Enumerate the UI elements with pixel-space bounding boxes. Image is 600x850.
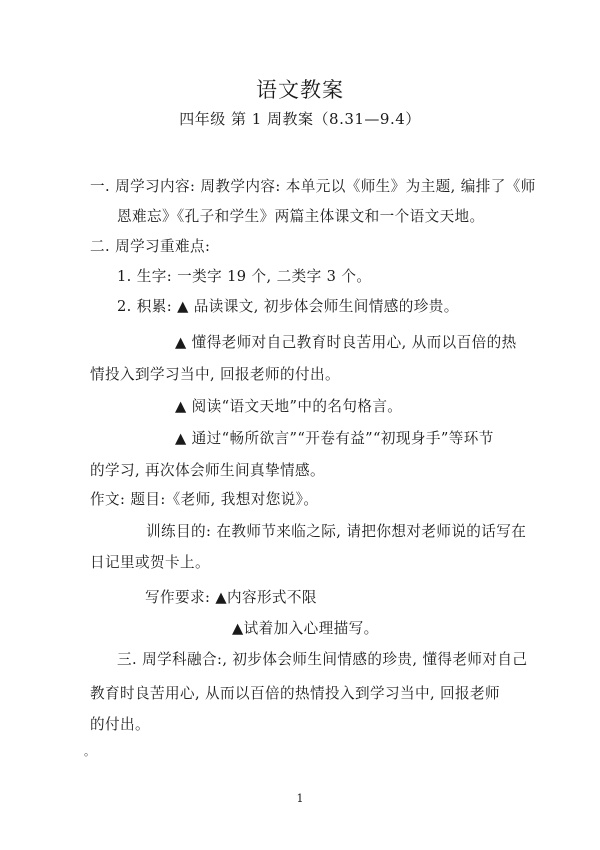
composition-topic: 作文: 题目:《老师, 我想对您说》。 (90, 491, 319, 508)
composition-goal-line1: 训练目的: 在教师节来临之际, 请把你想对老师说的话写在 (146, 523, 527, 540)
section2-item1: 1. 生字: 一类字 19 个, 二类字 3 个。 (117, 268, 372, 285)
section2-item2-line5: ▲ 通过“畅所欲言”“开卷有益”“初现身手”等环节 (175, 430, 494, 447)
page-title: 语文教案 (256, 78, 344, 102)
section3-line2: 教育时良苦用心, 从而以百倍的热情投入到学习当中, 回报老师 (90, 685, 500, 702)
stray-mark: 。 (84, 745, 96, 758)
section2-item2-line6: 的学习, 再次体会师生间真挚情感。 (90, 462, 325, 479)
page-number: 1 (296, 792, 304, 805)
section1-line2: 恩难忘》《孔子和学生》两篇主体课文和一个语文天地。 (117, 208, 485, 225)
section3-line3: 的付出。 (90, 716, 150, 733)
section2-heading: 二. 周学习重难点: (90, 238, 211, 255)
section3-line1: 三. 周学科融合:, 初步体会师生间情感的珍贵, 懂得老师对自己 (117, 651, 528, 668)
section2-item2-line3: 情投入到学习当中, 回报老师的付出。 (90, 366, 340, 383)
composition-req-line1: 写作要求: ▲内容形式不限 (145, 589, 317, 606)
section2-item2-line1: 2. 积累: ▲ 品读课文, 初步体会师生间情感的珍贵。 (117, 298, 459, 315)
section2-item2-line4: ▲ 阅读“语文天地”中的名句格言。 (175, 398, 403, 415)
section1-line1: 一. 周学习内容: 周教学内容: 本单元以《师生》为主题, 编排了《师 (90, 178, 536, 195)
composition-req-line2: ▲试着加入心理描写。 (232, 620, 379, 637)
composition-goal-line2: 日记里或贺卡上。 (90, 554, 210, 571)
section2-item2-line2: ▲ 懂得老师对自己教育时良苦用心, 从而以百倍的热 (175, 334, 517, 351)
page-subtitle: 四年级 第 1 周教案（8.31—9.4） (179, 110, 421, 128)
